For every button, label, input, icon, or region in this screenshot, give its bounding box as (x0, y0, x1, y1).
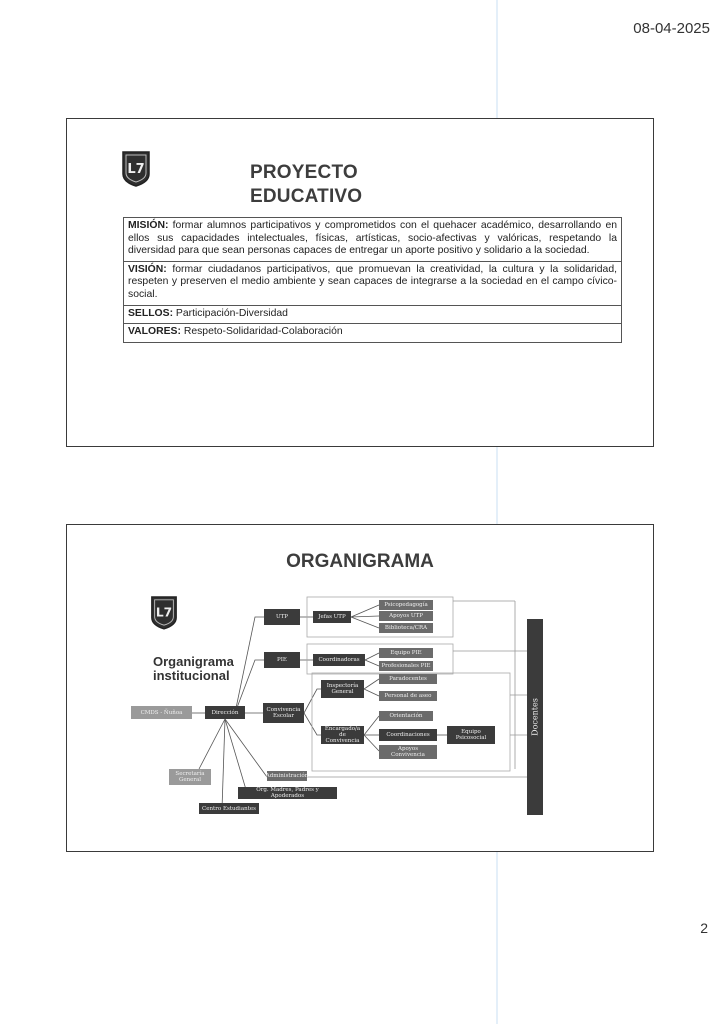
title-line-2: EDUCATIVO (250, 186, 363, 207)
node-equipo-psicosocial: Equipo Psicosocial (447, 726, 495, 744)
org-caption (153, 655, 234, 683)
slide-title (250, 161, 362, 209)
node-profesionales-pie: Profesionales PIE (379, 661, 433, 671)
node-inspectoria: Inspectoría General (321, 680, 364, 698)
slide-title: ORGANIGRAMA (286, 551, 434, 572)
proyecto-educativo-table (123, 217, 622, 343)
slide-organigrama (66, 524, 654, 852)
node-cmds: CMDS - Ñuñoa (131, 706, 192, 719)
school-logo-icon (120, 149, 152, 187)
valores-text: Respeto-Solidaridad-Colaboración (183, 326, 343, 338)
vision-row (124, 262, 621, 306)
node-administracion: Administración (265, 773, 309, 779)
caption-line-2: institucional (153, 668, 230, 683)
node-coordinadoras: Coordinadoras (313, 654, 365, 666)
node-personal-aseo: Personal de aseo (379, 691, 437, 701)
node-secretaria: Secretaría General (169, 769, 211, 785)
node-org-madres: Org. Madres, Padres y Apoderados (238, 787, 337, 799)
node-paradocentes: Paradocentes (379, 674, 437, 684)
node-pie: PIE (264, 652, 300, 668)
node-convivencia: Convivencia Escolar (263, 703, 304, 723)
svg-text:L7: L7 (155, 605, 173, 620)
mision-row (124, 218, 621, 262)
page-date: 08-04-2025 (633, 20, 710, 37)
node-apoyos-convivencia: Apoyos Convivencia (379, 745, 437, 759)
node-coordinaciones: Coordinaciones (379, 729, 437, 741)
caption-line-1: Organigrama (153, 654, 234, 669)
node-centro-estudiantes: Centro Estudiantes (199, 803, 259, 814)
node-docentes (527, 619, 543, 815)
org-chart (117, 589, 557, 829)
school-logo-icon (149, 593, 179, 631)
node-apoyos-utp: Apoyos UTP (379, 611, 433, 621)
sellos-label: SELLOS: (128, 307, 174, 319)
mision-text: formar alumnos participativos y comprometidos con el quehacer académico, desarrollando en ellos sus capacidades intelectuales, físicas, artísticas, socio-afectivas y valóricas, respetando la diversidad para que sean personas capaces de entregar un aporte positivo y solidario a la sociedad. (128, 220, 618, 257)
node-direccion: Dirección (205, 706, 245, 719)
node-orientacion: Orientación (379, 711, 433, 721)
mision-label: MISIÓN: (128, 220, 169, 231)
node-utp: UTP (264, 609, 300, 625)
node-equipo-pie: Equipo PIE (379, 648, 433, 658)
vision-text: formar ciudadanos participativos, que promuevan la creatividad, la cultura y la solidaridad, respeten y preserven el medio ambiente y sean capaces de integrarse a la sociedad en el campo cívico-social. (128, 263, 617, 300)
slide-proyecto-educativo (66, 118, 654, 447)
valores-label: VALORES: (128, 326, 181, 338)
vision-label: VISIÓN: (128, 263, 167, 275)
page-number: 2 (700, 920, 708, 936)
sellos-row (124, 306, 621, 325)
node-jefas-utp: Jefas UTP (313, 611, 351, 623)
docentes-label: Docentes (530, 698, 540, 736)
title-line-1: PROYECTO (250, 162, 358, 183)
node-biblioteca: Biblioteca/CRA (379, 623, 433, 633)
node-encargado-convivencia: Encargado/a de Convivencia (321, 726, 364, 744)
sellos-text: Participación-Diversidad (175, 307, 288, 319)
node-psicopedagogia: Psicopedagogía (379, 600, 433, 610)
svg-text:L7: L7 (127, 162, 145, 177)
valores-row (124, 324, 621, 342)
